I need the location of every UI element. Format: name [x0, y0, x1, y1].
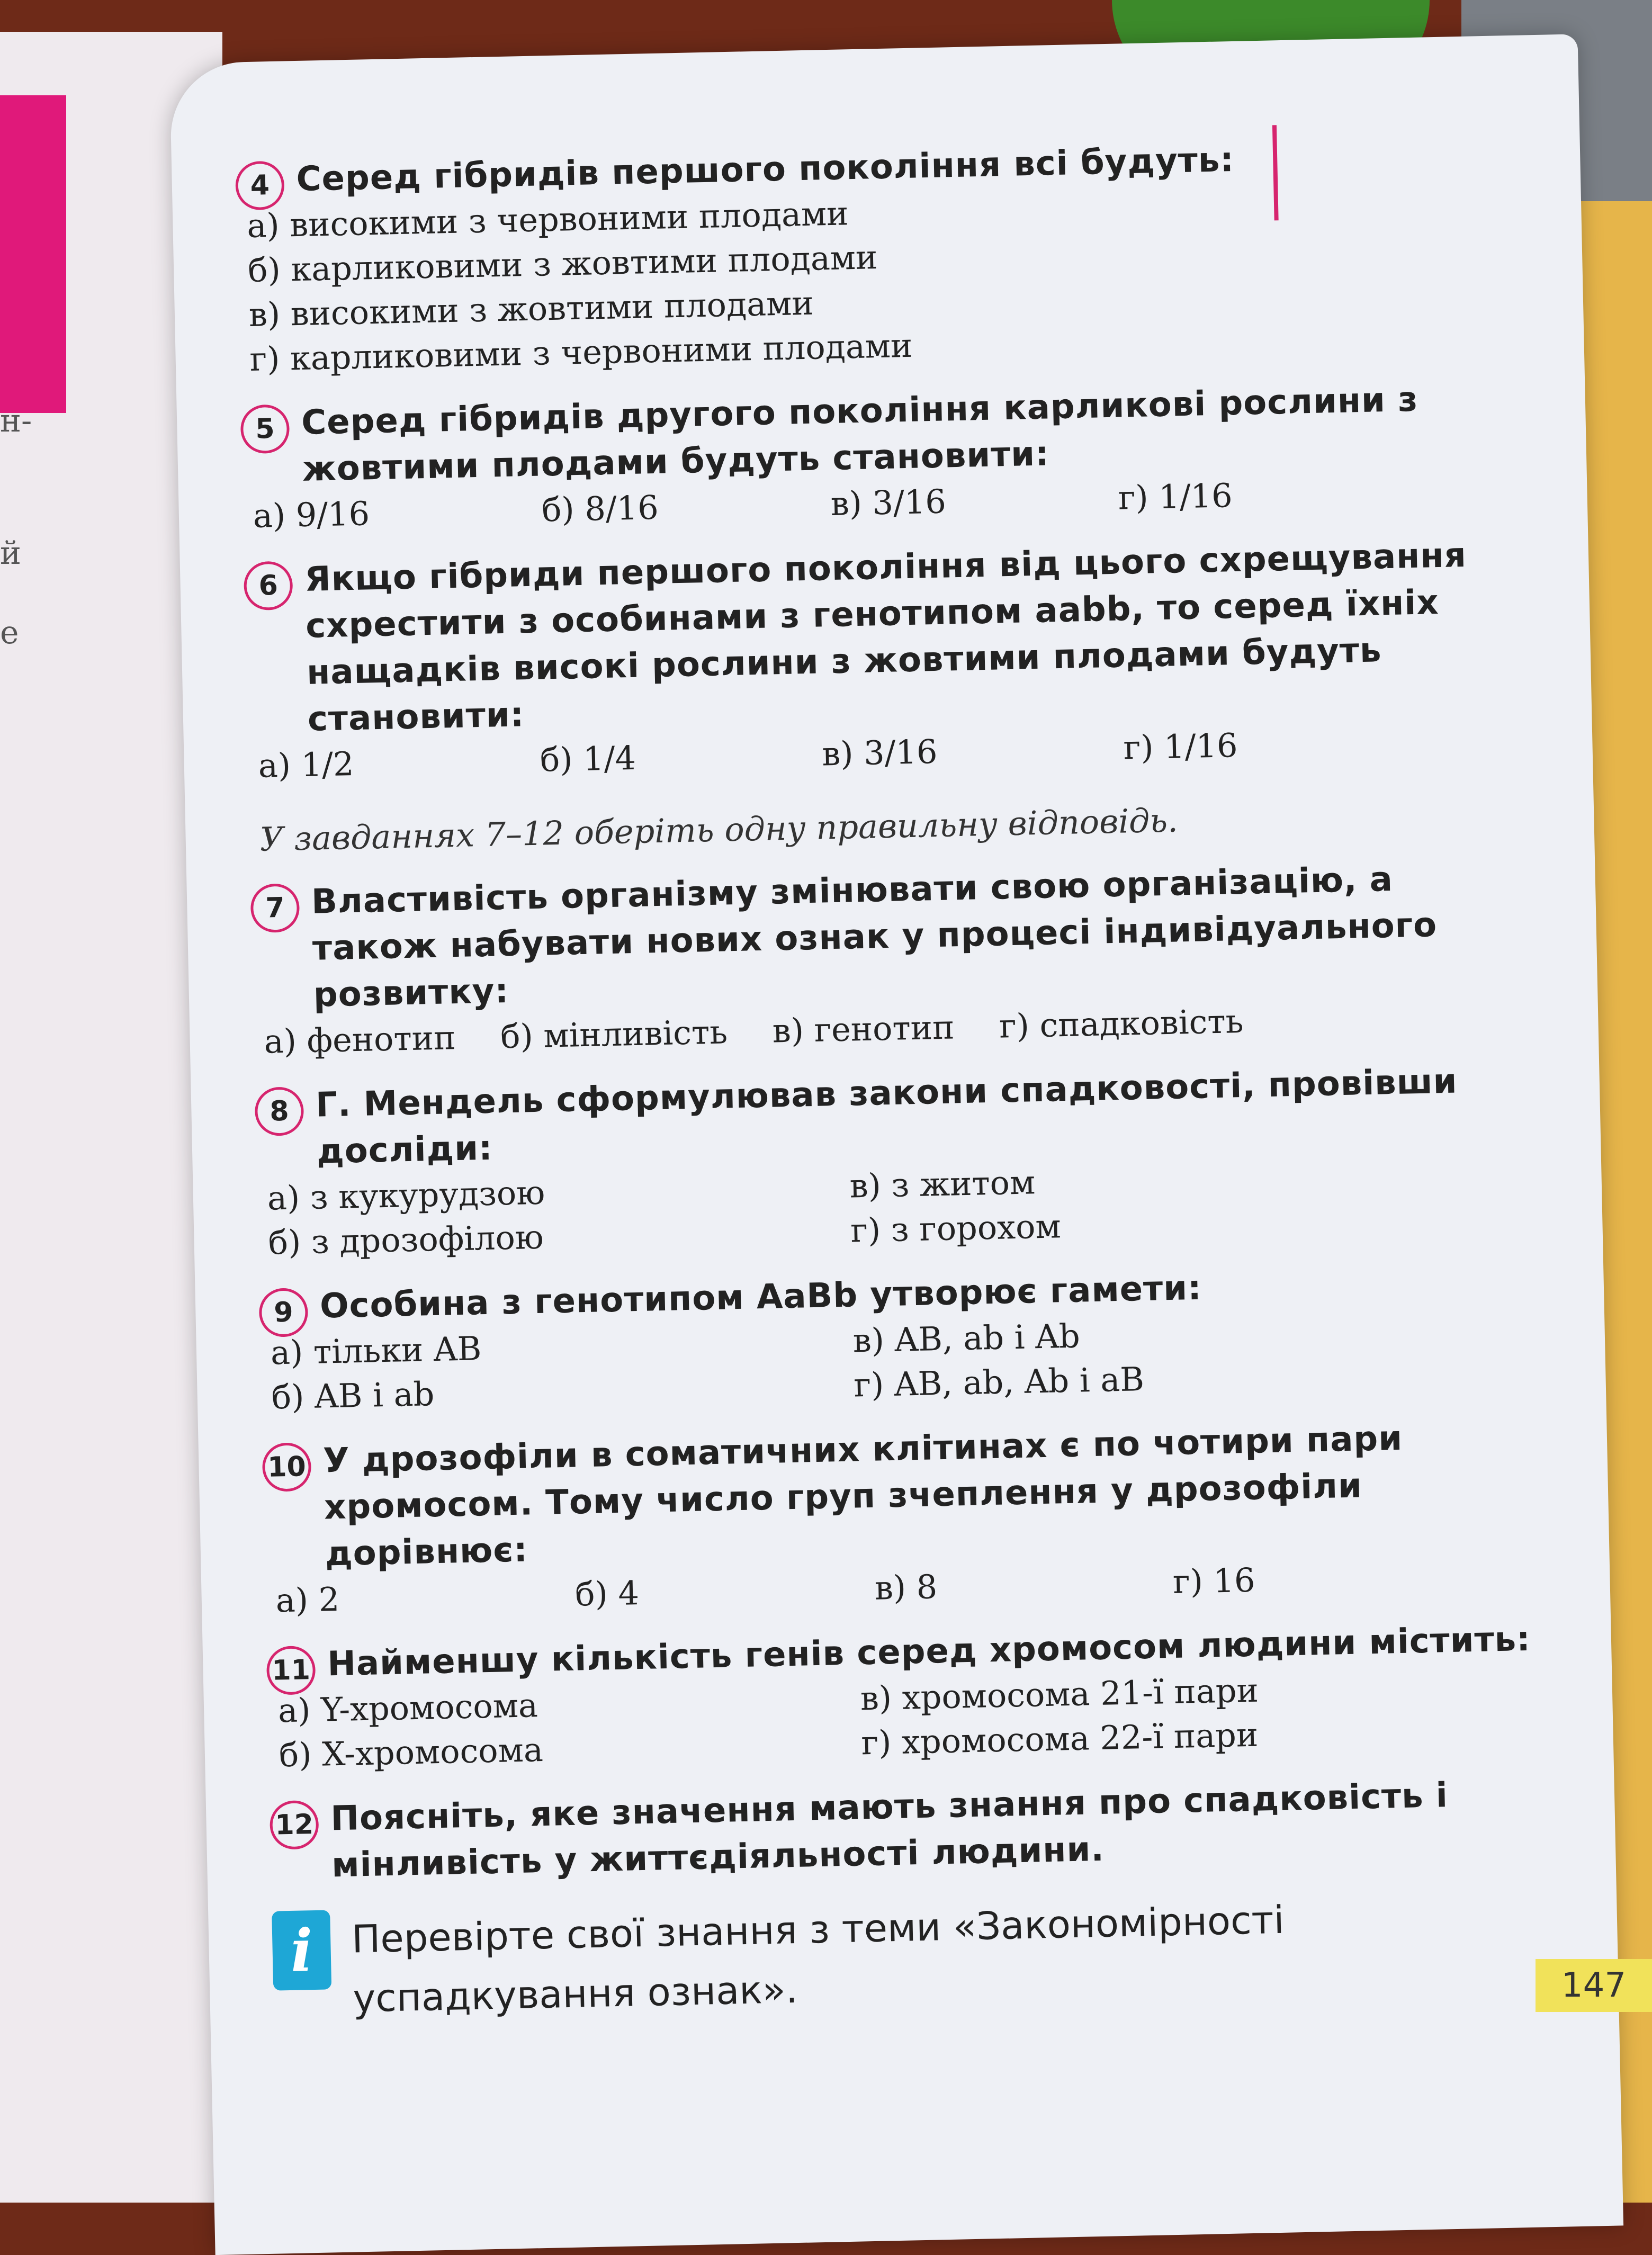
info-box [272, 1884, 1545, 2029]
question-text: Якщо гібриди першого покоління від цього схрещування схрестити з особинами з генотипом aabb, то серед їхніх нащадків високі рослини з жовтими плодами будуть становити: [304, 535, 1467, 739]
answer-option: б) 1/4 [540, 738, 636, 779]
question-7 [250, 854, 1524, 1064]
question-6 [244, 531, 1519, 788]
question-text: Серед гібридів другого покоління карликові рослини з жовтими плодами будуть становити: [301, 380, 1419, 489]
answer-option: а) з кукурудзою [267, 1173, 545, 1218]
answer-option: в) 3/16 [821, 732, 938, 774]
answer-option: а) 9/16 [253, 494, 370, 535]
question-text: Властивість організму змінювати свою організацію, а також набувати нових ознак у процесі індивідуального розвитку: [311, 859, 1438, 1015]
question-number: 4 [235, 161, 285, 211]
answer-option: г) карликовими з червоними плодами [249, 326, 913, 379]
answer-option: г) хромосома 22-ї пари [860, 1715, 1259, 1763]
answer-option: г) 1/16 [1118, 476, 1233, 517]
answer-options [247, 177, 1511, 382]
answer-option: а) 1/2 [258, 744, 355, 785]
question-number: 8 [255, 1086, 304, 1136]
answer-option: б) з дрозофілою [267, 1217, 544, 1262]
question-12 [270, 1771, 1542, 1890]
question-8 [254, 1057, 1529, 1265]
side-fragment: е [0, 614, 19, 651]
answer-option: а) Y-хромосома [277, 1686, 538, 1730]
question-11 [266, 1616, 1539, 1778]
question-10 [262, 1413, 1536, 1623]
question-4 [235, 131, 1510, 382]
page-number: 147 [1536, 1959, 1652, 2012]
question-number: 6 [244, 561, 293, 610]
answer-option: г) з горохом [850, 1207, 1062, 1250]
question-number: 11 [266, 1646, 316, 1695]
questions-block-2 [250, 854, 1541, 1890]
side-fragment: н- [0, 402, 32, 439]
answer-option: б) 4 [574, 1574, 640, 1614]
question-number: 12 [270, 1800, 319, 1850]
answer-option: в) генотип [772, 1008, 955, 1050]
info-text: Перевірте свої знання з теми «Закономірності успадкування ознак». [351, 1897, 1285, 2021]
answer-option: б) мінливість [500, 1012, 728, 1056]
answer-option: г) 16 [1172, 1560, 1256, 1601]
question-number: 10 [262, 1442, 312, 1492]
side-fragment: й [0, 535, 21, 572]
answer-option: б) 8/16 [541, 488, 659, 529]
answer-option: г) AB, ab, Ab і aB [853, 1360, 1145, 1405]
question-number: 7 [250, 883, 300, 933]
answer-option: в) з житом [849, 1163, 1036, 1206]
answer-option: в) 8 [874, 1567, 938, 1607]
page-content [235, 131, 1545, 2029]
answer-option: а) високими з червоними плодами [246, 194, 849, 245]
question-number: 9 [258, 1288, 308, 1337]
question-9 [258, 1258, 1532, 1420]
textbook-page [169, 34, 1623, 2255]
info-icon: i [272, 1910, 331, 1990]
answer-option: в) AB, ab і Ab [852, 1316, 1081, 1360]
question-text: Найменшу кількість генів серед хромосом людини містить: [327, 1619, 1531, 1684]
question-text: У дрозофіли в соматичних клітинах є по чотири пари хромосом. Тому число груп зчеплення у дрозофіли дорівнює: [322, 1418, 1403, 1574]
answer-option: в) хромосома 21-ї пари [860, 1670, 1259, 1718]
question-text: Особина з генотипом AaBb утворює гамети: [319, 1268, 1202, 1326]
answer-option: г) 1/16 [1123, 726, 1238, 767]
question-text: Поясніть, яке значення мають знання про спадковість і мінливість у життєдіяльності людини. [330, 1776, 1449, 1885]
instruction: У завданнях 7–12 оберіть одну правильну відповідь. [259, 801, 1179, 859]
answer-option: а) тільки AB [270, 1329, 482, 1372]
answer-option: в) високими з жовтими плодами [248, 283, 814, 334]
question-number: 5 [240, 404, 290, 454]
question-5 [240, 374, 1513, 538]
question-text: Г. Мендель сформулював закони спадковості, провівши досліди: [315, 1062, 1458, 1172]
answer-option: в) 3/16 [830, 482, 947, 524]
question-text: Серед гібридів першого покоління всі будуть: [295, 140, 1235, 200]
questions-block-1 [235, 131, 1519, 788]
answer-option: б) X-хромосома [279, 1730, 544, 1775]
answer-option: б) AB і ab [271, 1374, 435, 1417]
answer-option: а) 2 [275, 1579, 340, 1620]
answer-option: г) спадковість [999, 1001, 1244, 1046]
left-page-tab [0, 95, 66, 413]
answer-option: а) фенотип [263, 1018, 456, 1061]
answer-option: б) карликовими з жовтими плодами [247, 238, 878, 290]
